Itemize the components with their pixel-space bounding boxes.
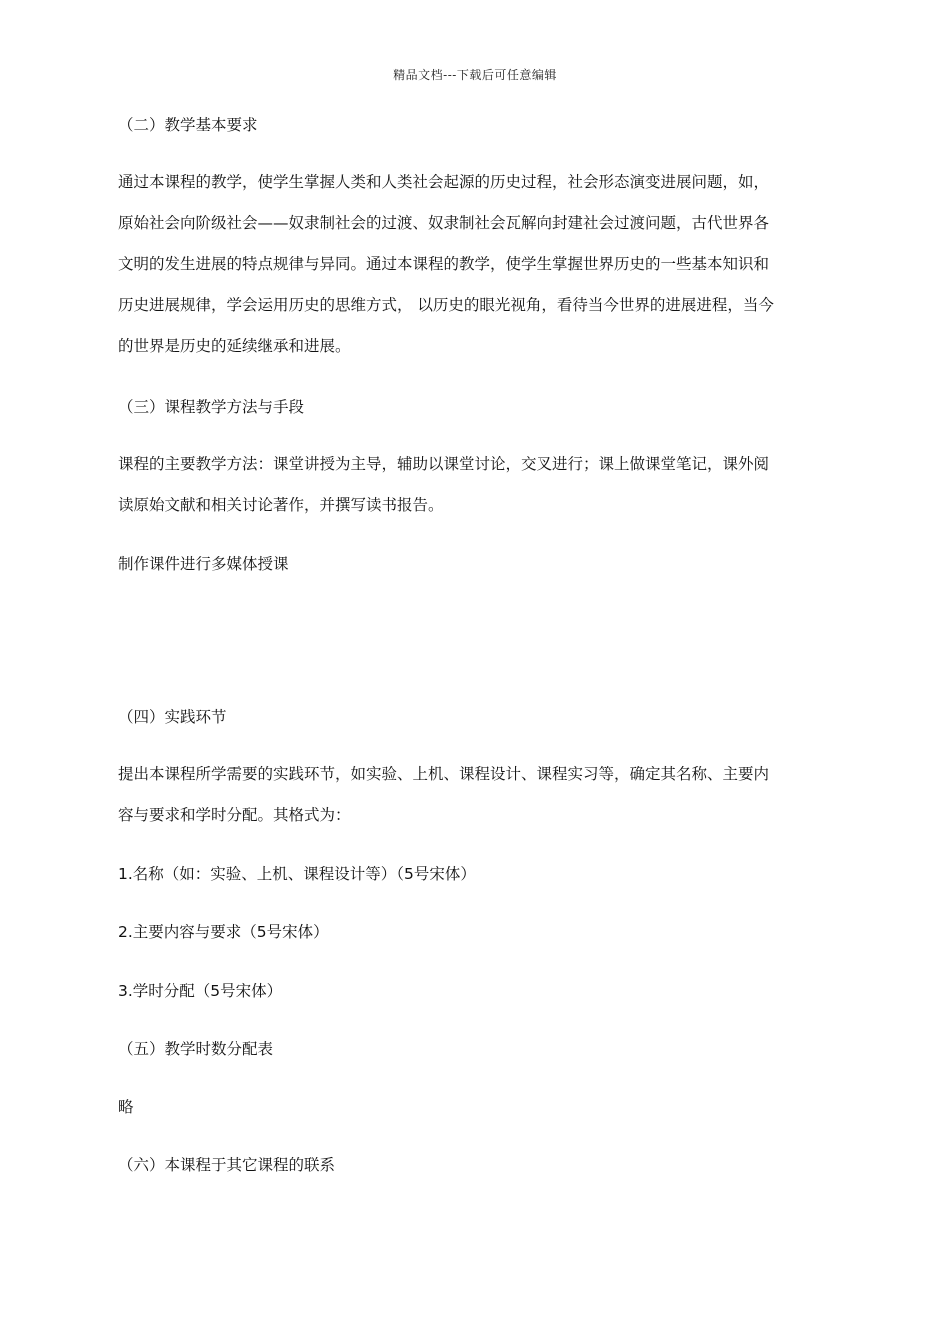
section-6-heading: （六）本课程于其它课程的联系 — [118, 1156, 336, 1174]
section-5-body: 略 — [118, 1098, 134, 1116]
section-4-heading: （四）实践环节 — [118, 708, 227, 726]
paragraph-line: 的世界是历史的延续继承和进展。 — [118, 337, 351, 355]
list-item: 2.主要内容与要求（5号宋体） — [118, 923, 329, 941]
paragraph-line: 提出本课程所学需要的实践环节，如实验、上机、课程设计、课程实习等，确定其名称、主要内 — [118, 765, 770, 783]
section-3-heading: （三）课程教学方法与手段 — [118, 398, 305, 416]
section-3-extra-line: 制作课件进行多媒体授课 — [118, 555, 289, 573]
paragraph-line: 历史进展规律，学会运用历史的思维方式， 以历史的眼光视角，看待当今世界的进展进程，当今 — [118, 296, 774, 314]
paragraph-line: 容与要求和学时分配。其格式为： — [118, 806, 351, 824]
section-4-paragraph — [118, 754, 838, 836]
section-2-heading: （二）教学基本要求 — [118, 116, 258, 134]
list-item: 1.名称（如：实验、上机、课程设计等）（5号宋体） — [118, 865, 476, 883]
section-5-heading: （五）教学时数分配表 — [118, 1040, 274, 1058]
paragraph-line: 原始社会向阶级社会——奴隶制社会的过渡、奴隶制社会瓦解向封建社会过渡问题，古代世界各 — [118, 214, 770, 232]
list-item: 3.学时分配（5号宋体） — [118, 982, 283, 1000]
paragraph-line: 通过本课程的教学，使学生掌握人类和人类社会起源的历史过程，社会形态演变进展问题，如， — [118, 173, 770, 191]
page-header: 精品文档---下载后可任意编辑 — [393, 68, 557, 82]
section-2-paragraph — [118, 162, 838, 367]
section-3-paragraph — [118, 444, 838, 526]
paragraph-line: 文明的发生进展的特点规律与异同。通过本课程的教学，使学生掌握世界历史的一些基本知识和 — [118, 255, 770, 273]
paragraph-line: 课程的主要教学方法：课堂讲授为主导，辅助以课堂讨论，交叉进行；课上做课堂笔记，课外阅 — [118, 455, 770, 473]
paragraph-line: 读原始文献和相关讨论著作，并撰写读书报告。 — [118, 496, 444, 514]
